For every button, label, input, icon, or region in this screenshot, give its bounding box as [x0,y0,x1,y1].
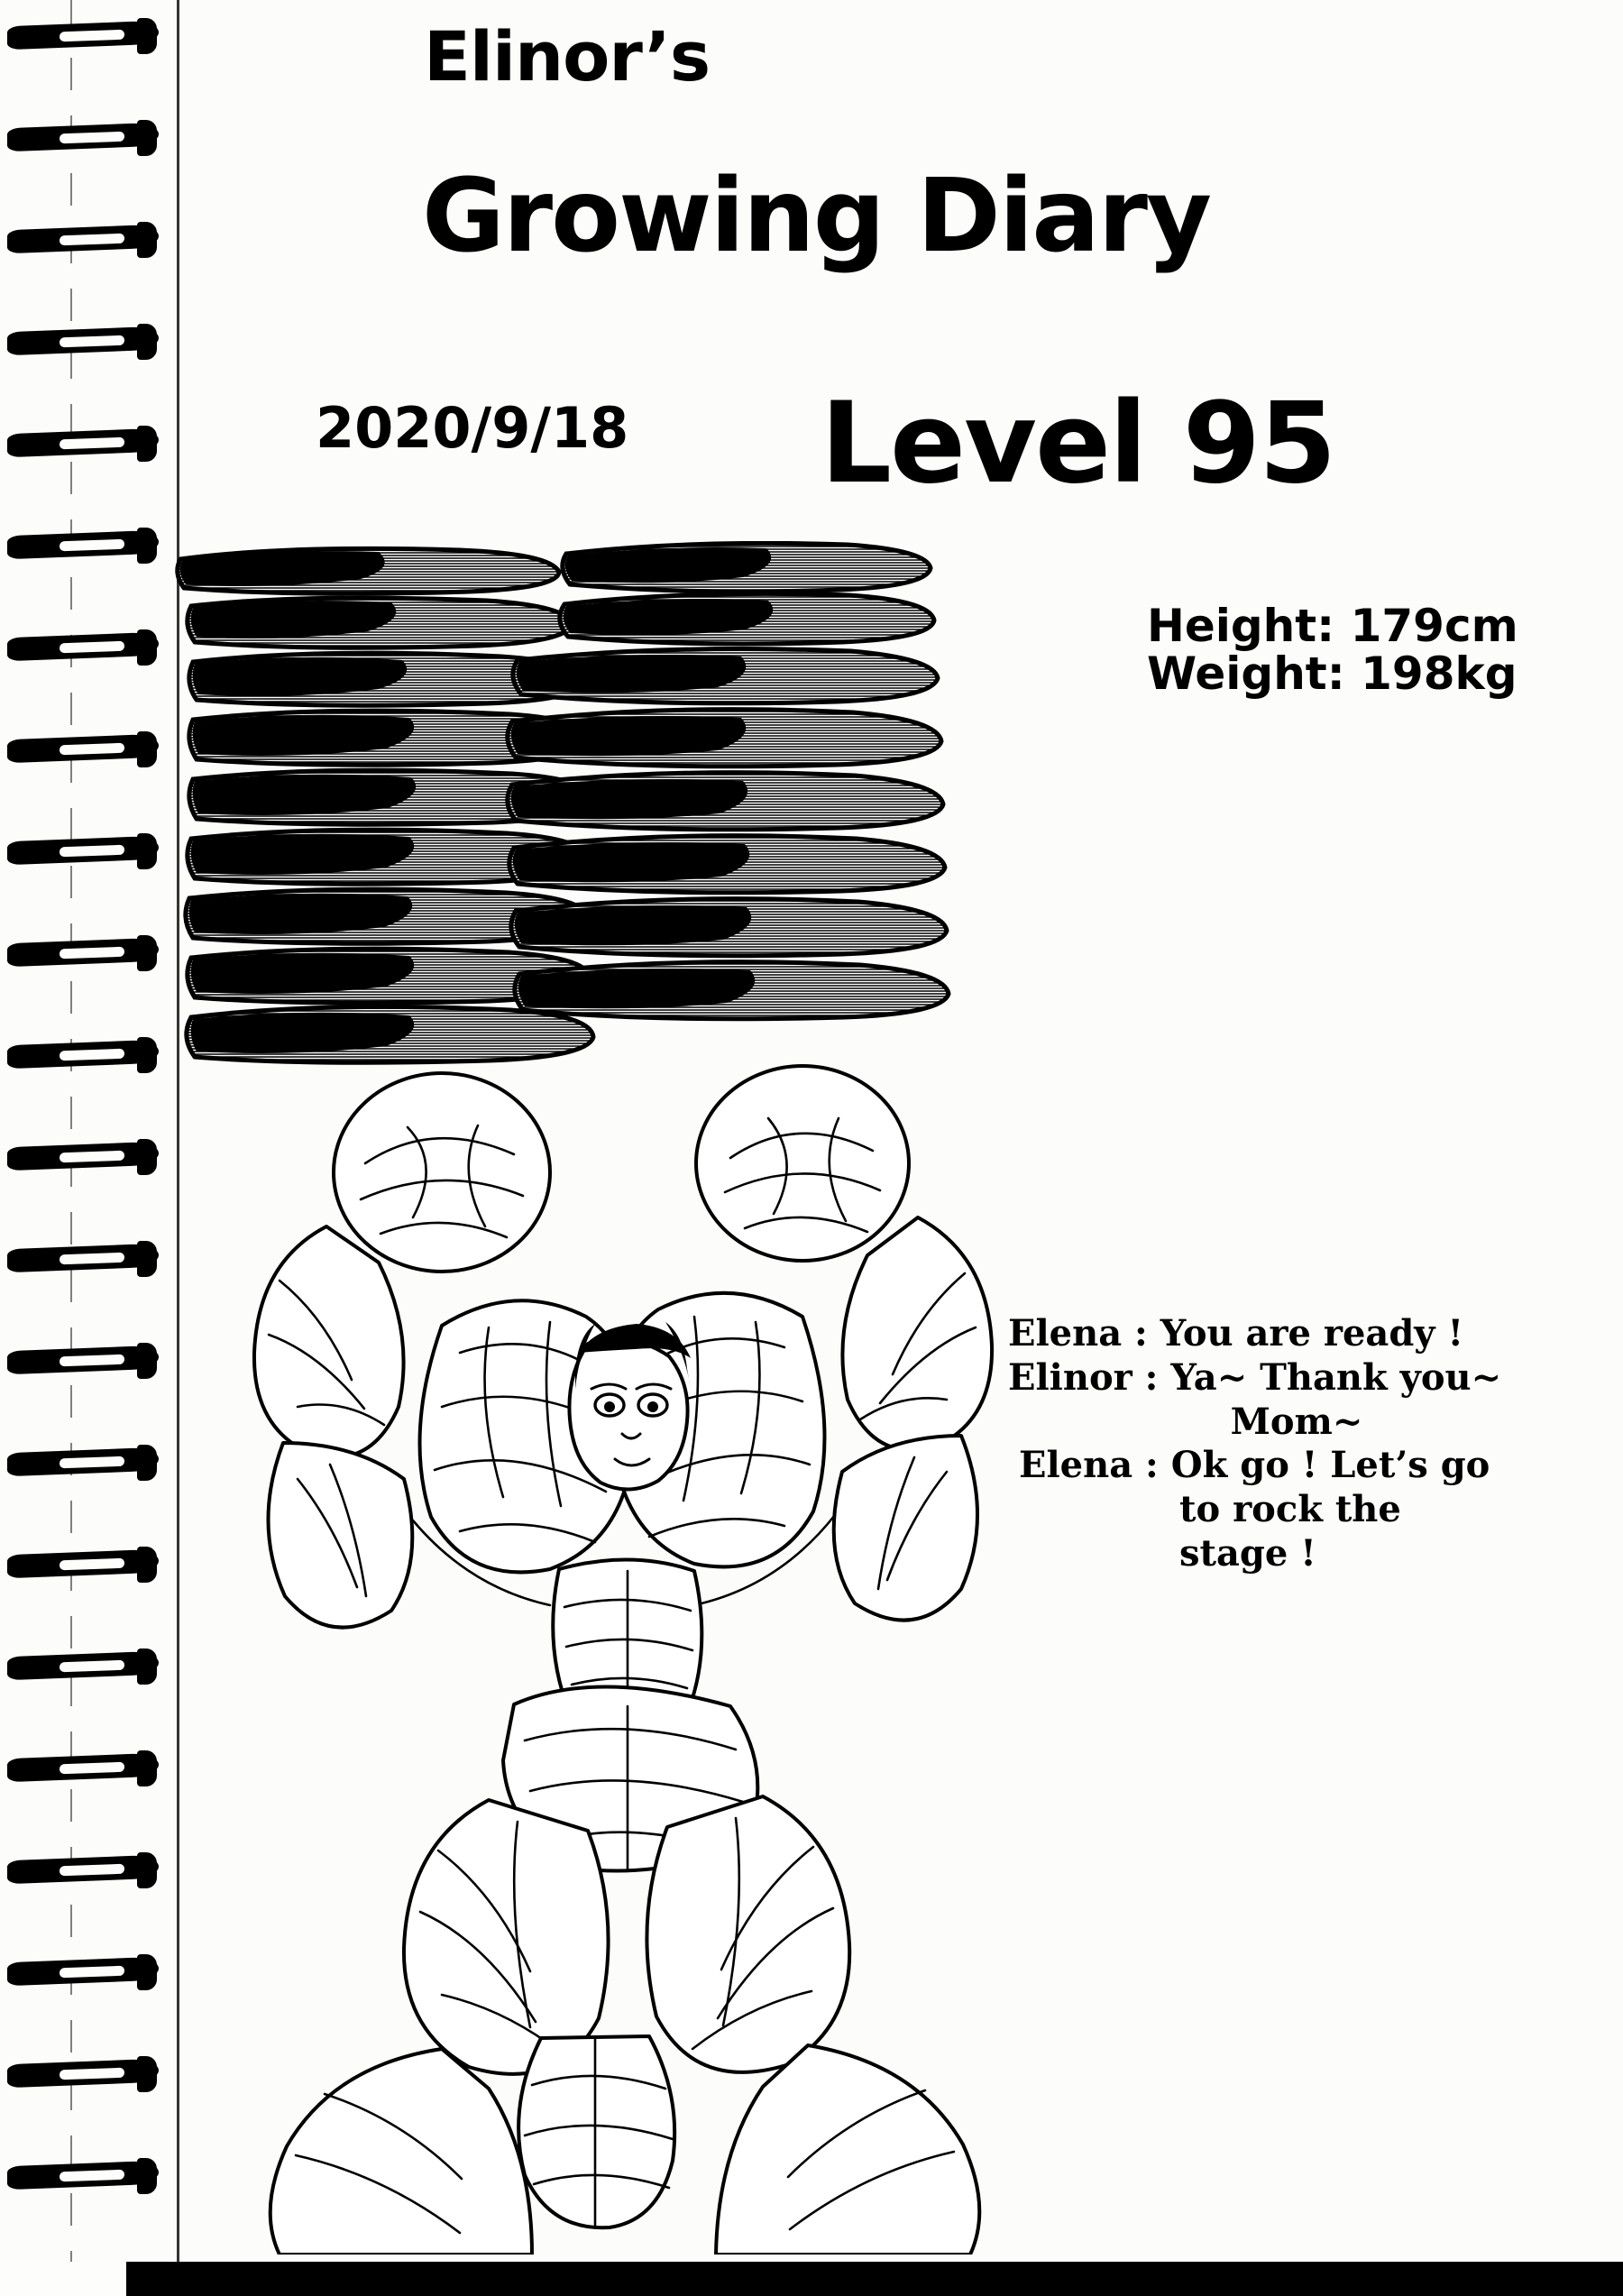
page-title: Growing Diary [422,158,1211,275]
left-calf [270,2049,532,2255]
spiral-ring-icon [7,1439,159,1488]
spiral-binding [0,0,177,2296]
diary-artwork [171,541,1163,2255]
weight-stat: Weight: 198kg [1147,647,1518,700]
spiral-ring-icon [7,115,159,163]
spiral-ring-icon [7,1745,159,1794]
spiral-ring-icon [7,2051,159,2099]
spiral-ring-icon [7,522,159,571]
dialogue-line: Elena : You are ready ! [1008,1312,1464,1355]
head [569,1322,691,1490]
muscular-figure [254,1066,992,2255]
muscle-figure-drawing [171,541,1163,2255]
spiral-ring-icon [7,420,159,469]
weight-plate-stack-right [508,543,949,1018]
spiral-ring-icon [7,726,159,775]
spiral-ring-icon [7,1235,159,1284]
level-label: Level 95 [821,379,1335,509]
stats-block [1147,602,1518,698]
dialogue-line: to rock the [1179,1488,1401,1531]
spiral-ring-icon [7,13,159,61]
right-calf [716,2045,979,2255]
spiral-ring-icon [7,828,159,877]
height-stat: Height: 179cm [1147,600,1518,652]
right-thigh [646,1796,849,2072]
left-forearm [268,1443,412,1628]
dialogue-line: Elena : Ok go ! Let’s go [1019,1444,1490,1487]
spiral-ring-icon [7,930,159,978]
left-thigh [404,1800,609,2074]
right-forearm [834,1436,977,1621]
spiral-ring-icon [7,1337,159,1386]
dialogue-line: Mom~ [1230,1400,1363,1443]
spiral-ring-icon [7,2153,159,2201]
spiral-ring-icon [7,318,159,367]
page-bottom-bar [126,2262,1623,2296]
page-bottom-left-edge [0,2262,126,2296]
spiral-ring-icon [7,1134,159,1182]
dialogue-line: Elinor : Ya~ Thank you~ [1008,1355,1502,1399]
spiral-ring-icon [7,1643,159,1692]
entry-date: 2020/9/18 [316,395,629,461]
spiral-ring-icon [7,1032,159,1080]
spiral-ring-icon [7,1847,159,1896]
spiral-ring-icon [7,624,159,673]
right-deltoid [696,1066,909,1261]
diary-owner-title: Elinor’s [424,16,711,96]
dialogue-line: stage ! [1179,1531,1316,1575]
left-deltoid [334,1073,550,1272]
spiral-ring-icon [7,1949,159,1998]
spiral-ring-icon [7,1541,159,1590]
spiral-ring-icon [7,216,159,265]
